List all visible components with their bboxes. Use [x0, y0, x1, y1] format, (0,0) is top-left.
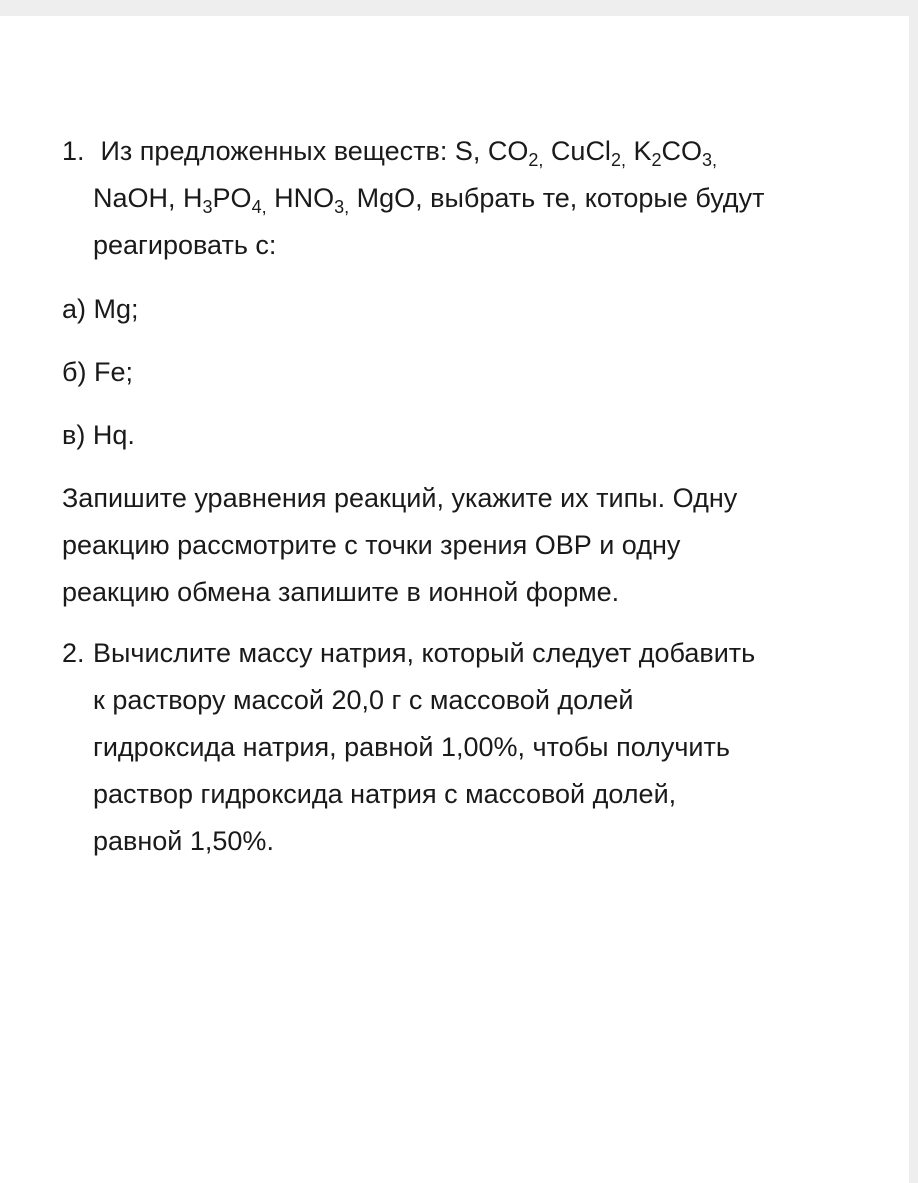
- formula-mgo-text: MgO, выбрать те, которые будут: [349, 183, 765, 213]
- formula-naoh-h3po4: NaOH, H: [93, 183, 203, 213]
- formula-k2co3-subscript-2: 3,: [701, 150, 717, 170]
- instructions-line-2: реакцию рассмотрите с точки зрения ОВР и одну: [62, 530, 681, 560]
- task-1-line-3: реагировать с:: [93, 230, 277, 260]
- formula-co2-subscript: 2,: [528, 150, 544, 170]
- formula-k2co3-part-2: CO: [661, 136, 702, 166]
- formula-cucl2: CuCl: [543, 136, 611, 166]
- instructions-line-3: реакцию обмена запишите в ионной форме.: [62, 577, 620, 607]
- task-1-question: [62, 128, 862, 269]
- document-content: [62, 128, 862, 865]
- task-2-line-4: раствор гидроксида натрия с массовой долей,: [93, 779, 677, 809]
- task-1-number: 1.: [62, 136, 85, 166]
- option-b: б) Fe;: [62, 357, 133, 387]
- task-2: [62, 630, 862, 865]
- task-2-number: 2.: [62, 638, 85, 668]
- formula-cucl2-subscript: 2,: [610, 150, 626, 170]
- document-page: [0, 16, 909, 1183]
- task-2-line-5: равной 1,50%.: [93, 826, 274, 856]
- task-2-line-1: Вычислите массу натрия, который следует добавить: [93, 638, 756, 668]
- instructions-paragraph: [62, 475, 862, 616]
- task-2-line-3: гидроксида натрия, равной 1,00%, чтобы получить: [93, 732, 730, 762]
- formula-k2co3-subscript-1: 2: [651, 150, 662, 170]
- formula-h3po4-part-2: PO: [212, 183, 252, 213]
- option-a: а) Mg;: [62, 294, 139, 324]
- formula-h3po4-subscript-1: 3: [202, 197, 213, 217]
- instructions-line-1: Запишите уравнения реакций, укажите их типы. Одну: [62, 483, 738, 513]
- formula-k2co3-part-1: K: [625, 136, 652, 166]
- task-2-line-2: к раствору массой 20,0 г с массовой долей: [93, 685, 634, 715]
- task-1-line-2: [93, 175, 862, 222]
- option-c: в) Hq.: [62, 420, 135, 450]
- task-1: [62, 128, 862, 269]
- task-2-question: [62, 630, 862, 865]
- formula-hno3: HNO: [266, 183, 335, 213]
- task-1-intro: Из предложенных веществ: S, CO: [100, 136, 529, 166]
- formula-h3po4-subscript-2: 4,: [251, 197, 267, 217]
- formula-hno3-subscript: 3,: [334, 197, 350, 217]
- task-1-line-1: [93, 128, 862, 175]
